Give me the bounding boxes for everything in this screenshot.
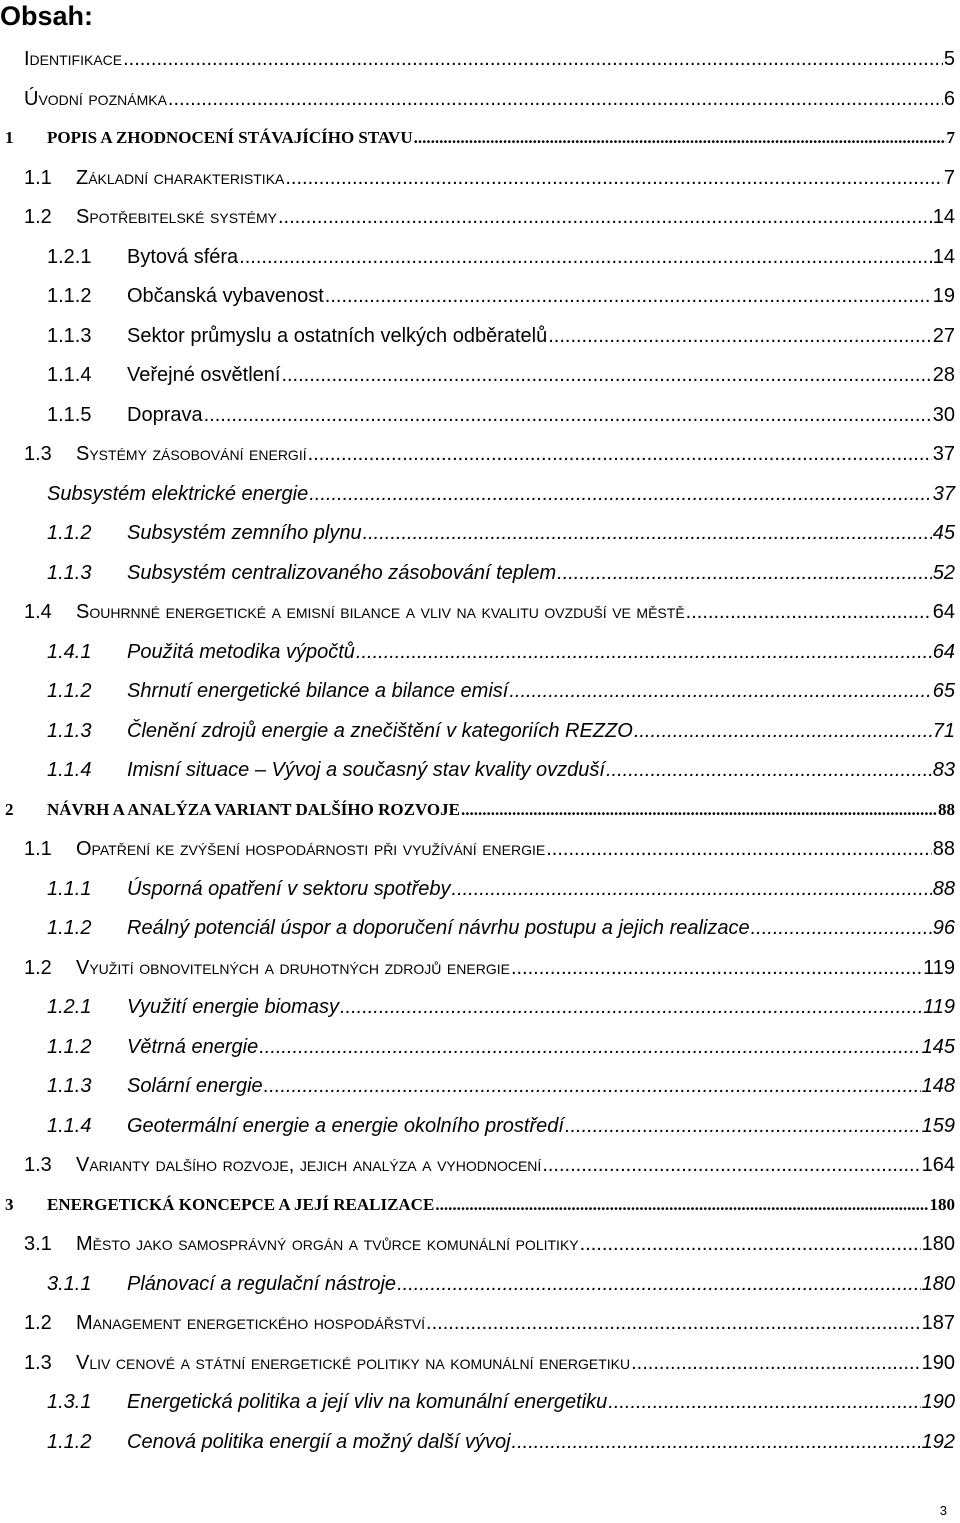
dot-leader bbox=[580, 1231, 921, 1257]
toc-entry-number: 1.2 bbox=[24, 1312, 52, 1334]
toc-entry-page: 14 bbox=[932, 206, 955, 228]
toc-entry-title: Cenová politika energií a možný další vývoj bbox=[127, 1431, 511, 1453]
dot-leader bbox=[204, 402, 932, 428]
toc-entry-number: 1.3 bbox=[24, 443, 52, 465]
dot-leader bbox=[542, 1152, 920, 1178]
toc-entry-number: 1.1 bbox=[24, 167, 52, 189]
dot-leader bbox=[509, 678, 931, 704]
toc-entry-number: 2 bbox=[5, 800, 14, 819]
toc-entry-page: 88 bbox=[932, 878, 955, 900]
toc-entry-page: 7 bbox=[946, 128, 955, 147]
toc-entry-number: 1.1.3 bbox=[47, 562, 92, 584]
toc-entry[interactable] bbox=[24, 955, 955, 981]
toc-entry-title: Spotřebitelské systémy bbox=[76, 206, 277, 228]
toc-entry-page: 37 bbox=[932, 483, 955, 505]
dot-leader bbox=[356, 639, 932, 665]
toc-entry-number: 1.1.2 bbox=[47, 285, 92, 307]
toc-entry-number: 3 bbox=[5, 1195, 14, 1214]
dot-leader bbox=[325, 283, 932, 309]
toc-entry-number: 1.2.1 bbox=[47, 996, 92, 1018]
toc-entry-number: 1.1.2 bbox=[47, 1036, 92, 1058]
dot-leader bbox=[686, 599, 932, 625]
toc-entry-title: Shrnutí energetické bilance a bilance emisí bbox=[127, 680, 509, 702]
toc-entry-page: 187 bbox=[921, 1312, 955, 1334]
toc-entry-title: Základní charakteristika bbox=[76, 167, 285, 189]
toc-entry-title: Imisní situace – Vývoj a současný stav kvality ovzduší bbox=[127, 759, 605, 781]
toc-entry-number: 1.3 bbox=[24, 1352, 52, 1374]
toc-entry[interactable] bbox=[5, 797, 955, 823]
toc-entry-title: Úsporná opatření v sektoru spotřeby bbox=[127, 878, 451, 900]
toc-entry[interactable] bbox=[47, 757, 955, 783]
toc-entry-title: NÁVRH A ANALÝZA VARIANT DALŠÍHO ROZVOJE bbox=[47, 800, 460, 819]
toc-entry-number: 1.1.4 bbox=[47, 759, 92, 781]
dot-leader bbox=[309, 481, 932, 507]
toc-entry-number: 1.1 bbox=[24, 838, 52, 860]
toc-entry[interactable] bbox=[47, 915, 955, 941]
toc-entry-title: Solární energie bbox=[127, 1075, 263, 1097]
toc-entry-page: 64 bbox=[932, 641, 955, 663]
toc-entry-page: 37 bbox=[932, 443, 955, 465]
dot-leader bbox=[340, 994, 922, 1020]
toc-entry-title: Úvodní poznámka bbox=[24, 88, 167, 110]
toc-entry-page: 119 bbox=[923, 957, 955, 979]
toc-entry[interactable] bbox=[24, 599, 955, 625]
toc-entry[interactable] bbox=[47, 520, 955, 546]
toc-entry-page: 148 bbox=[921, 1075, 955, 1097]
toc-entry-number: 1.3 bbox=[24, 1154, 52, 1176]
toc-entry[interactable] bbox=[47, 560, 955, 586]
toc-entry[interactable] bbox=[47, 718, 955, 744]
toc-entry-title: Opatření ke zvýšení hospodárnosti při využívání energie bbox=[76, 838, 546, 860]
toc-entry-title: Využití obnovitelných a druhotných zdrojů energie bbox=[76, 957, 510, 979]
toc-heading: Obsah: bbox=[0, 1, 94, 31]
dot-leader bbox=[414, 125, 946, 151]
dot-leader bbox=[264, 1073, 921, 1099]
toc-entry-page: 88 bbox=[938, 800, 955, 819]
toc-entry[interactable] bbox=[47, 1073, 955, 1099]
dot-leader bbox=[461, 797, 937, 823]
toc-entry-number: 1.2 bbox=[24, 206, 52, 228]
toc-entry-page: 159 bbox=[921, 1115, 955, 1137]
toc-entry[interactable] bbox=[24, 1310, 955, 1336]
dot-leader bbox=[239, 244, 932, 270]
toc-entry[interactable] bbox=[47, 244, 955, 270]
toc-entry[interactable] bbox=[24, 1350, 955, 1376]
dot-leader bbox=[168, 86, 943, 112]
dot-leader bbox=[631, 1350, 921, 1376]
toc-entry[interactable] bbox=[47, 1389, 955, 1415]
toc-entry-title: POPIS A ZHODNOCENÍ STÁVAJÍCÍHO STAVU bbox=[47, 128, 413, 147]
toc-entry-page: 180 bbox=[921, 1233, 955, 1255]
toc-entry-page: 27 bbox=[932, 325, 955, 347]
toc-entry-number: 1.2 bbox=[24, 957, 52, 979]
toc-entry-title: Souhrnné energetické a emisní bilance a vliv na kvalitu ovzduší ve městě bbox=[76, 601, 685, 623]
toc-entry-number: 1.1.2 bbox=[47, 522, 92, 544]
toc-entry-page: 96 bbox=[932, 917, 955, 939]
dot-leader bbox=[606, 757, 932, 783]
toc-entry[interactable] bbox=[24, 165, 955, 191]
page-number: 3 bbox=[939, 1503, 947, 1518]
toc-entry-number: 1.1.3 bbox=[47, 1075, 92, 1097]
toc-entry-page: 5 bbox=[943, 48, 955, 70]
toc-entry-number: 1.1.4 bbox=[47, 1115, 92, 1137]
toc-entry-page: 52 bbox=[932, 562, 955, 584]
toc-entry-title: Občanská vybavenost bbox=[127, 285, 324, 307]
dot-leader bbox=[259, 1034, 920, 1060]
toc-entry-page: 192 bbox=[921, 1431, 955, 1453]
toc-entry[interactable] bbox=[47, 362, 955, 388]
toc-entry[interactable] bbox=[47, 1034, 955, 1060]
dot-leader bbox=[512, 1429, 921, 1455]
toc-entry-page: 65 bbox=[932, 680, 955, 702]
dot-leader bbox=[123, 46, 943, 72]
toc-entry[interactable] bbox=[47, 323, 955, 349]
toc-entry-page: 7 bbox=[943, 167, 955, 189]
toc-entry[interactable] bbox=[24, 1231, 955, 1257]
toc-entry-title: Bytová sféra bbox=[127, 246, 239, 268]
toc-entry-title: Energetická politika a její vliv na komunální energetiku bbox=[127, 1391, 608, 1413]
toc-entry[interactable] bbox=[47, 1113, 955, 1139]
toc-entry-number: 1.1.3 bbox=[47, 325, 92, 347]
toc-entry-title: Reálný potenciál úspor a doporučení návrhu postupu a jejich realizace bbox=[127, 917, 750, 939]
toc-entry[interactable] bbox=[24, 204, 955, 230]
toc-entry[interactable] bbox=[24, 46, 955, 72]
dot-leader bbox=[608, 1389, 920, 1415]
toc-entry-title: Varianty dalšího rozvoje, jejich analýza a vyhodnocení bbox=[76, 1154, 542, 1176]
toc-entry[interactable] bbox=[47, 876, 955, 902]
toc-entry-number: 1.4 bbox=[24, 601, 52, 623]
toc-entry[interactable] bbox=[47, 1271, 955, 1297]
toc-entry-number: 1.2.1 bbox=[47, 246, 92, 268]
toc-entry-page: 190 bbox=[921, 1391, 955, 1413]
toc-entry-number: 3.1 bbox=[24, 1233, 52, 1255]
toc-entry-number: 1 bbox=[5, 128, 14, 147]
dot-leader bbox=[281, 362, 931, 388]
toc-entry-title: Subsystém elektrické energie bbox=[47, 483, 309, 505]
dot-leader bbox=[557, 560, 932, 586]
toc-entry-page: 14 bbox=[932, 246, 955, 268]
dot-leader bbox=[546, 836, 932, 862]
toc-entry-page: 190 bbox=[921, 1352, 955, 1374]
toc-entry[interactable] bbox=[47, 994, 955, 1020]
toc-entry-title: Použitá metodika výpočtů bbox=[127, 641, 355, 663]
toc-entry-number: 1.1.1 bbox=[47, 878, 92, 900]
toc-entry-title: Větrná energie bbox=[127, 1036, 259, 1058]
toc-entry[interactable] bbox=[24, 1152, 955, 1178]
dot-leader bbox=[511, 955, 922, 981]
toc-entry-title: Doprava bbox=[127, 404, 203, 426]
toc-entry-page: 180 bbox=[929, 1195, 955, 1214]
toc-entry-title: Sektor průmyslu a ostatních velkých odběratelů bbox=[127, 325, 548, 347]
dot-leader bbox=[426, 1310, 921, 1336]
toc-entry-title: Identifikace bbox=[24, 48, 123, 70]
toc-entry-page: 71 bbox=[932, 720, 955, 742]
toc-entry-title: Management energetického hospodářství bbox=[76, 1312, 426, 1334]
toc-entry-number: 1.3.1 bbox=[47, 1391, 92, 1413]
toc-entry-number: 1.1.2 bbox=[47, 917, 92, 939]
dot-leader bbox=[452, 876, 932, 902]
dot-leader bbox=[548, 323, 932, 349]
toc-entry-page: 88 bbox=[932, 838, 955, 860]
dot-leader bbox=[397, 1271, 921, 1297]
dot-leader bbox=[285, 165, 943, 191]
toc-entry-page: 145 bbox=[921, 1036, 955, 1058]
dot-leader bbox=[634, 718, 932, 744]
toc-entry-title: Systémy zásobování energií bbox=[76, 443, 307, 465]
toc-entry-title: Geotermální energie a energie okolního prostředí bbox=[127, 1115, 564, 1137]
toc-entry-page: 164 bbox=[921, 1154, 955, 1176]
dot-leader bbox=[565, 1113, 921, 1139]
toc-entry-title: Využití energie biomasy bbox=[127, 996, 339, 1018]
toc-entry-title: ENERGETICKÁ KONCEPCE A JEJÍ REALIZACE bbox=[47, 1195, 435, 1214]
toc-entry[interactable] bbox=[47, 283, 955, 309]
toc-entry[interactable] bbox=[5, 125, 955, 151]
dot-leader bbox=[435, 1192, 928, 1218]
toc-entry[interactable] bbox=[47, 639, 955, 665]
toc-entry[interactable] bbox=[24, 836, 955, 862]
toc-entry-number: 1.1.4 bbox=[47, 364, 92, 386]
toc-entry[interactable] bbox=[47, 678, 955, 704]
toc-entry-title: Subsystém zemního plynu bbox=[127, 522, 362, 544]
toc-entry[interactable] bbox=[24, 86, 955, 112]
toc-entry-title: Město jako samosprávný orgán a tvůrce komunální politiky bbox=[76, 1233, 579, 1255]
toc-entry-page: 180 bbox=[921, 1273, 955, 1295]
toc-entry-title: Subsystém centralizovaného zásobování teplem bbox=[127, 562, 557, 584]
dot-leader bbox=[751, 915, 932, 941]
toc-entry-title: Vliv cenové a státní energetické politiky na komunální energetiku bbox=[76, 1352, 631, 1374]
toc-entry[interactable] bbox=[24, 441, 955, 467]
toc-entry-page: 30 bbox=[932, 404, 955, 426]
dot-leader bbox=[278, 204, 932, 230]
toc-entry-page: 64 bbox=[932, 601, 955, 623]
dot-leader bbox=[308, 441, 932, 467]
toc-entry[interactable] bbox=[47, 481, 955, 507]
toc-entry-number: 1.4.1 bbox=[47, 641, 92, 663]
toc-entry-page: 19 bbox=[932, 285, 955, 307]
toc-entry-title: Členění zdrojů energie a znečištění v kategoriích REZZO bbox=[127, 720, 633, 742]
toc-entry-number: 1.1.5 bbox=[47, 404, 92, 426]
toc-entry-number: 3.1.1 bbox=[47, 1273, 92, 1295]
toc-entry-page: 28 bbox=[932, 364, 955, 386]
toc-entry-page: 119 bbox=[923, 996, 955, 1018]
toc-entry-number: 1.1.2 bbox=[47, 1431, 92, 1453]
toc-entry-page: 6 bbox=[943, 88, 955, 110]
toc-entry-page: 83 bbox=[932, 759, 955, 781]
toc-entry-title: Plánovací a regulační nástroje bbox=[127, 1273, 397, 1295]
toc-entry-number: 1.1.3 bbox=[47, 720, 92, 742]
dot-leader bbox=[363, 520, 932, 546]
toc-entry-title: Veřejné osvětlení bbox=[127, 364, 281, 386]
toc-entry[interactable] bbox=[5, 1192, 955, 1218]
toc-entry[interactable] bbox=[47, 1429, 955, 1455]
toc-entry-page: 45 bbox=[932, 522, 955, 544]
toc-entry-number: 1.1.2 bbox=[47, 680, 92, 702]
toc-entry[interactable] bbox=[47, 402, 955, 428]
